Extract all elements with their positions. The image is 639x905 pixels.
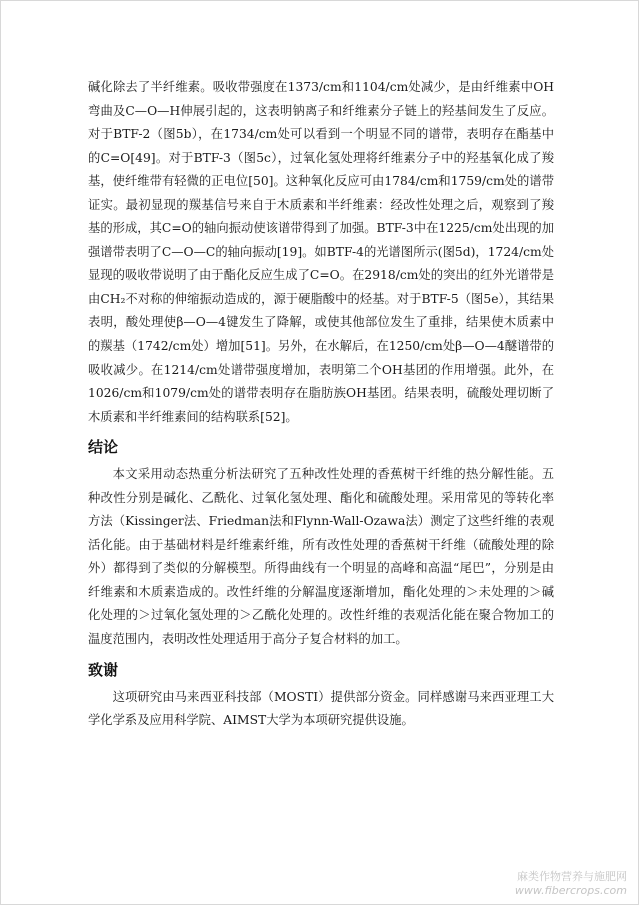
- article-body: [88, 76, 554, 733]
- body-paragraph-1: 碱化除去了半纤维素。吸收带强度在1373/cm和1104/cm处减少，是由纤维素中OH弯曲及C—O—H伸展引起的，这表明钠离子和纤维素分子链上的羟基间发生了反应。对于BTF-2（图5b），在1734/cm处可以看到一个明显不同的谱带，表明存在酯基中的C=O[49]。对于BTF-3（图5c），过氧化氢处理将纤维素分子中的羟基氧化成了羧基，使纤维带有轻微的正电位[50]。这种氧化反应可由1784/cm和1759/cm处的谱带证实。最初显现的羰基信号来自于木质素和半纤维素：经改性处理之后，观察到了羧基的形成，其C=O的轴向振动使该谱带得到了加强。BTF-3中在1225/cm处出现的加强谱带表明了C—O—C的轴向振动[19]。如BTF-4的光谱图所示(图5d)，1724/cm处显现的吸收带说明了由于酯化反应生成了C=O。在2918/cm处的突出的红外光谱带是由CH₂不对称的伸缩振动造成的，源于硬脂酸中的烃基。对于BTF-5（图5e），其结果表明，酸处理使β—O—4键发生了降解，或使其他部位发生了重排，结果使木质素中的羰基（1742/cm处）增加[51]。另外，在水解后，在1250/cm处β—O—4醚谱带的吸收减少。在1214/cm处谱带强度增加，表明第二个OH基团的作用增强。此外，在1026/cm和1079/cm处的谱带表明存在脂肪族OH基团。结果表明，硫酸处理切断了木质素和半纤维素间的结构联系[52]。: [88, 80, 554, 424]
- acknowledgement-heading: 致谢: [88, 660, 119, 679]
- acknowledgement-paragraph: 这项研究由马来西亚科技部（MOSTI）提供部分资金。同样感谢马来西亚理工大学化学系及应用科学院、AIMST大学为本项研究提供设施。: [88, 689, 554, 728]
- conclusion-heading: 结论: [88, 438, 119, 457]
- site-watermark: [515, 870, 627, 897]
- watermark-site-name: 麻类作物营养与施肥网: [517, 870, 627, 883]
- watermark-url: www.fibercrops.com: [514, 884, 627, 897]
- conclusion-paragraph: 本文采用动态热重分析法研究了五种改性处理的香蕉树干纤维的热分解性能。五种改性分别是碱化、乙酰化、过氧化氢处理、酯化和硫酸处理。采用常见的等转化率方法（Kissinger法、Friedman法和Flynn-Wall-Ozawa法）测定了这些纤维的表观活化能。由于基础材料是纤维素纤维，所有改性处理的香蕉树干纤维（硫酸处理的除外）都得到了类似的分解模型。所得曲线有一个明显的高峰和高温“尾巴”，分别是由纤维素和木质素造成的。改性纤维的分解温度逐渐增加，酯化处理的＞未处理的＞碱化处理的＞过氧化氢处理的＞乙酰化处理的。改性纤维的表观活化能在聚合物加工的温度范围内，表明改性处理适用于高分子复合材料的加工。: [88, 467, 554, 647]
